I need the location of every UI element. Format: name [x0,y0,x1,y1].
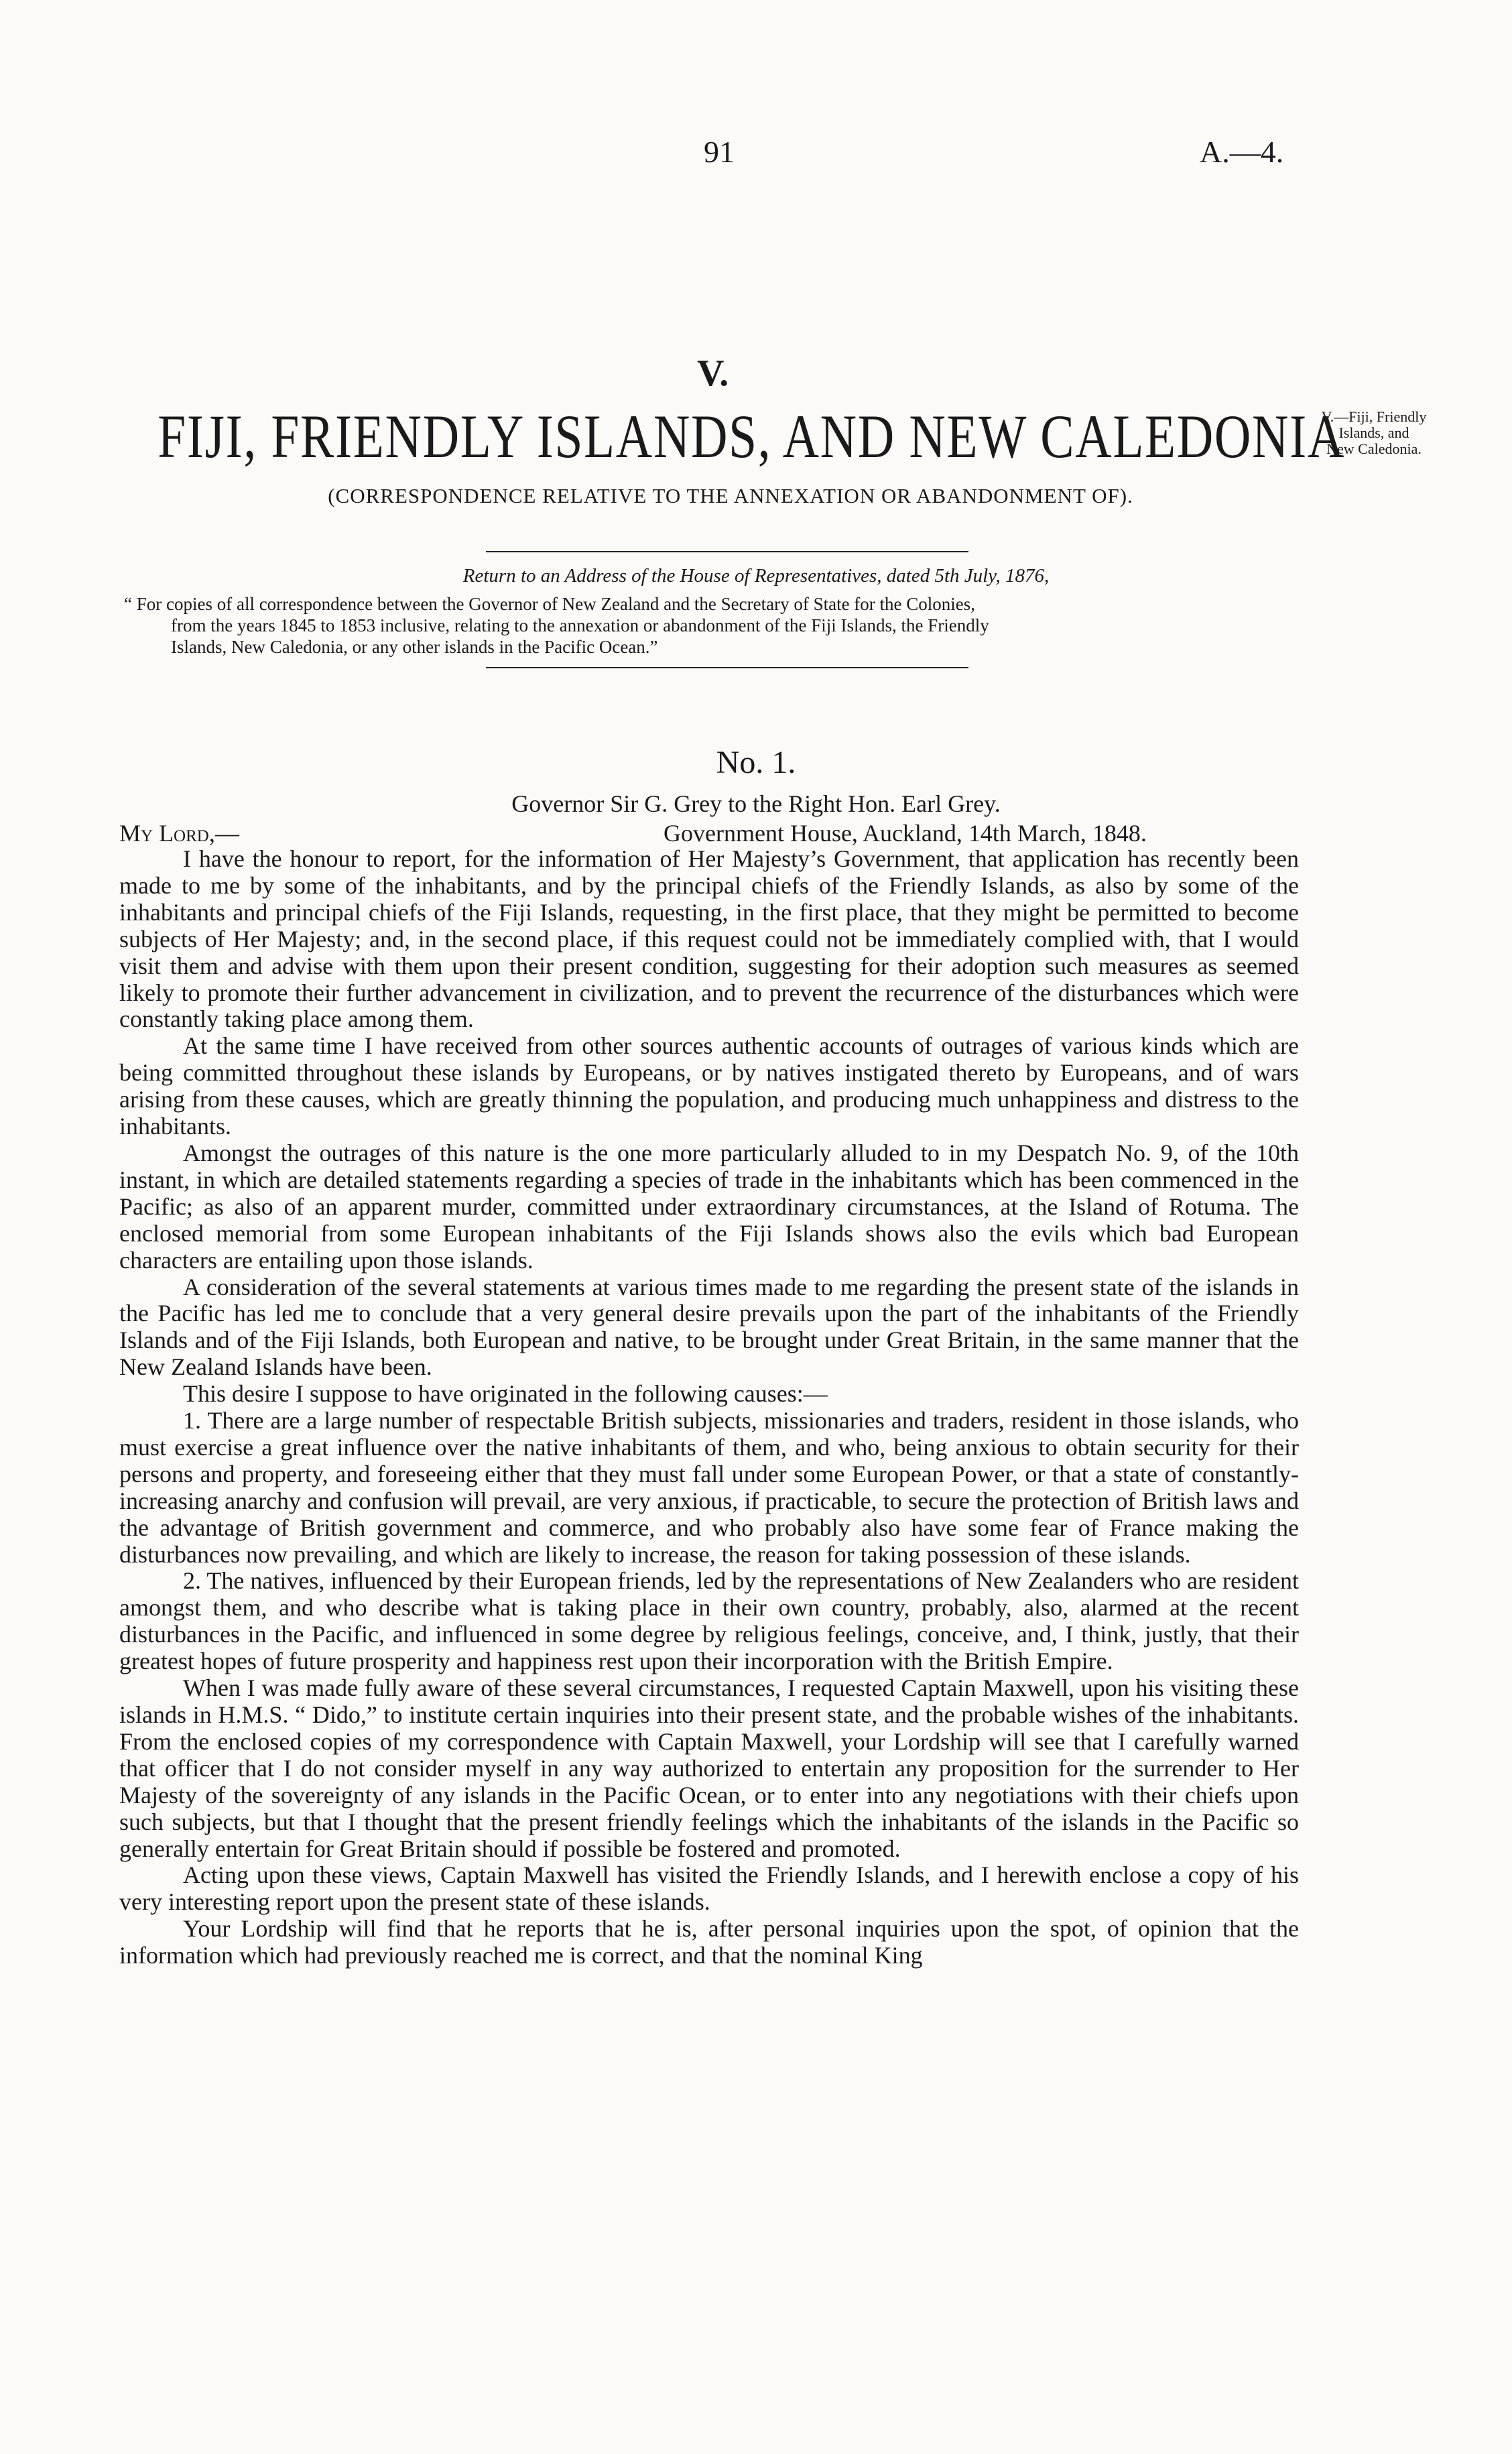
paragraph: Acting upon these views, Captain Maxwell has visited the Friendly Islands, and I herewith enclose a copy of his very interesting report upon the present state of these islands. [119,1861,1299,1916]
paragraph: 2. The natives, influenced by their European friends, led by the representations of New Zealanders who are resident amongst them, and who describe what is taking place in their own country, probably, also, alarmed at the recent disturbances in the Pacific, and influenced in some degree by religious feelings, conceive, and, I think, justly, that their greatest hopes of future prosperity and happiness rest upon their incorporation with the British Empire. [119,1567,1299,1675]
section-subtitle: (CORRESPONDENCE RELATIVE TO THE ANNEXATION OR ABANDONMENT OF). [328,484,1133,507]
paragraph: Your Lordship will find that he reports that he is, after personal inquiries upon the spot, of opinion that the information which had previously reached me is correct, and that the nominal King [119,1915,1299,1969]
divider [486,667,968,668]
paragraph: At the same time I have received from other sources authentic accounts of outrages of various kinds which are being committed throughout these islands by Europeans, or by natives instigated thereto by Europeans, and of wars arising from these causes, which are greatly thinning the population, and producing much unhappiness and distress to the inhabitants. [119,1032,1299,1140]
paragraph: This desire I suppose to have originated in the following causes:— [183,1380,828,1408]
margin-note-line: V.—Fiji, Friendly [1321,408,1427,425]
letter-address: Government House, Auckland, 14th March, 1848. [664,820,1147,847]
margin-note-line: Islands, and [1338,424,1409,441]
paragraph: A consideration of the several statements at various times made to me regarding the present state of the islands in the Pacific has led me to conclude that a very general desire prevails upon the part of the inhabitants of the Friendly Islands and of the Fiji Islands, both European and native, to be brought under Great Britain, in the same manner that the New Zealand Islands have been. [119,1273,1299,1381]
paragraph: Amongst the outrages of this nature is the one more particularly alluded to in my Despatch No. 9, of the 10th instant, in which are detailed statements regarding a species of trade in the inhabitants which has been commenced in the Pacific; as also of an apparent murder, committed under extraordinary circumstances, at the Island of Rotuma. The enclosed memorial from some European inhabitants of the Fiji Islands shows also the evils which bad European characters are entailing upon those islands. [119,1139,1299,1274]
letter-heading: Governor Sir G. Grey to the Right Hon. Earl Grey. [511,790,1001,817]
quote-line: Islands, New Caledonia, or any other islands in the Pacific Ocean.” [171,637,658,657]
letter-body [119,846,1299,1969]
paragraph: 1. There are a large number of respectable British subjects, missionaries and traders, resident in those islands, who must exercise a great influence over the native inhabitants of them, and who, being anxious to obtain security for their persons and property, and foreseeing either that they must fall under some European Power, or that a state of constantly-increasing anarchy and confusion will prevail, are very anxious, if practicable, to secure the protection of British laws and the advantage of British government and commerce, and who probably also have some fear of France making the disturbances now prevailing, and which are likely to increase, the reason for taking possession of these islands. [119,1407,1299,1568]
quote-line: “ For copies of all correspondence between the Governor of New Zealand and the Secretary of State for the Colonies, [124,594,976,614]
salutation: My Lord,— [119,820,239,847]
return-order-title: Return to an Address of the House of Representatives, dated 5th July, 1876, [462,565,1050,587]
margin-note-line: New Caledonia. [1326,440,1422,457]
paragraph: I have the honour to report, for the information of Her Majesty’s Government, that application has recently been made to me by some of the inhabitants, and by the principal chiefs of the Friendly Islands, as also by some of the inhabitants and principal chiefs of the Fiji Islands, requesting, in the first place, that they might be permitted to become subjects of Her Majesty; and, in the second place, if this request could not be immediately complied with, that I would visit them and advise with them upon their present condition, suggesting for their adoption such measures as seemed likely to promote their further advancement in civilization, and to prevent the recurrence of the disturbances which were constantly taking place among them. [119,845,1299,1033]
return-order-quote [124,593,1304,658]
margin-note [1304,409,1444,457]
document-code: A.—4. [1200,135,1284,169]
divider [486,551,968,552]
section-number: V. [697,353,729,394]
paragraph: When I was made fully aware of these several circumstances, I requested Captain Maxwell, upon his visiting these islands in H.M.S. “ Dido,” to institute certain inquiries into their present state, and the probable wishes of the inhabitants. From the enclosed copies of my correspondence with Captain Maxwell, your Lordship will see that I carefully warned that officer that I do not consider myself in any way authorized to entertain any proposition for the surrender to Her Majesty of the sovereignty of any islands in the Pacific Ocean, or to enter into any negotiations with their chiefs upon such subjects, but that I thought that the present friendly feelings which the inhabitants of the islands in the Pacific so generally entertain for Great Britain should if possible be fostered and promoted. [119,1674,1299,1862]
quote-line: from the years 1845 to 1853 inclusive, relating to the annexation or abandonment of the Fiji Islands, the Friendly [171,615,989,635]
letter-number: No. 1. [716,745,796,780]
page-number: 91 [704,135,735,169]
section-title: FIJI, FRIENDLY ISLANDS, AND NEW CALEDONIA [158,402,1346,471]
